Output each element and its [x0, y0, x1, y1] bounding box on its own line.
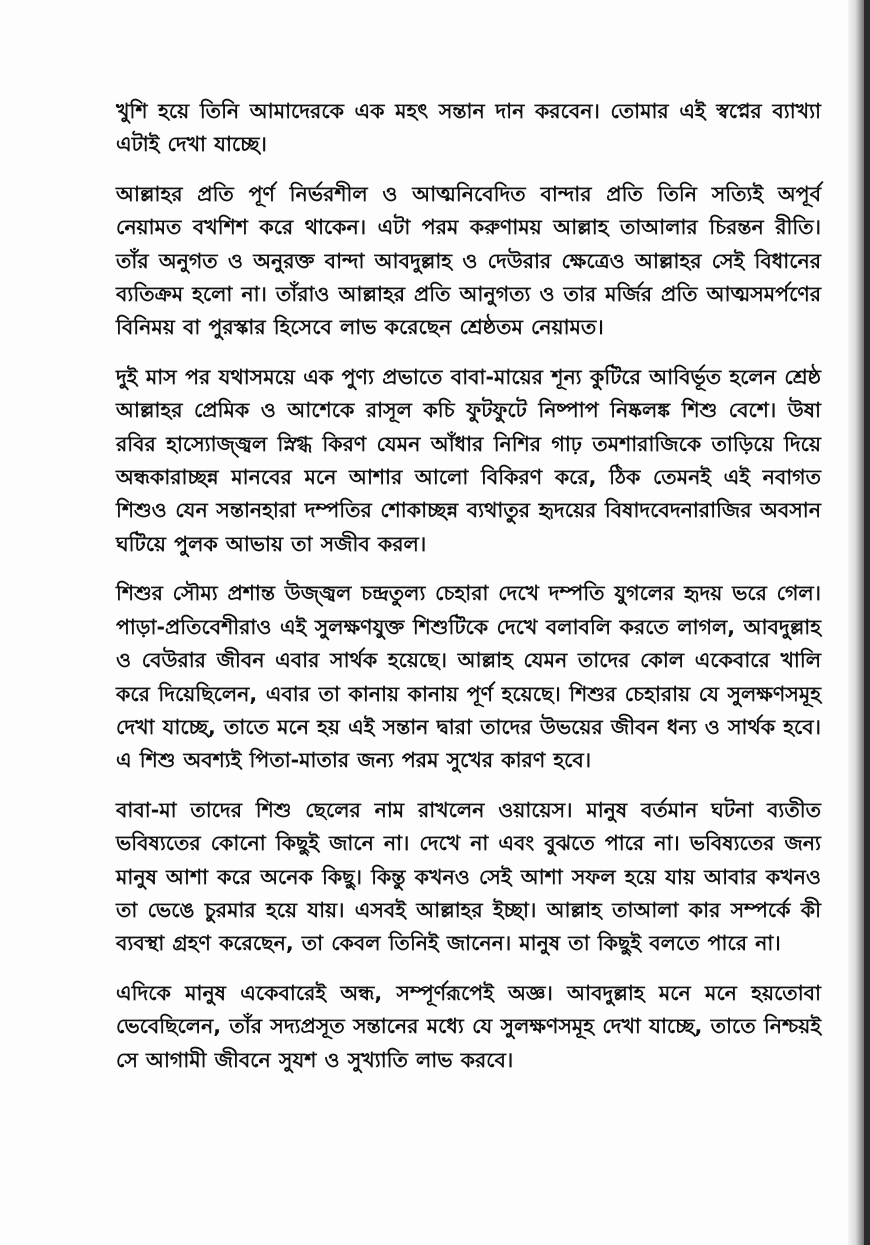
- page-body-text: [116, 95, 821, 1077]
- paragraph-3: দুই মাস পর যথাসময়ে এক পুণ্য প্রভাতে বাবা-মায়ের শূন্য কুটিরে আবির্ভূত হলেন শ্রেষ্ঠ আল্লাহর প্রেমিক ও আশেকে রাসূল কচি ফুটফুটে নিষ্পাপ নিষ্কলঙ্ক শিশু বেশে। উষা রবির হাস্যোজ্জ্বল স্নিগ্ধ কিরণ যেমন আঁধার নিশির গাঢ় তমশারাজিকে তাড়িয়ে দিয়ে অন্ধকারাচ্ছন্ন মানবের মনে আশার আলো বিকিরণ করে, ঠিক তেমনই এই নবাগত শিশুও যেন সন্তানহারা দম্পতির শোকাচ্ছন্ন ব্যথাতুর হৃদয়ের বিষাদবেদনারাজির অবসান ঘটিয়ে পুলক আভায় তা সজীব করল।: [116, 364, 821, 556]
- paragraph-5: বাবা-মা তাদের শিশু ছেলের নাম রাখলেন ওয়ায়েস। মানুষ বর্তমান ঘটনা ব্যতীত ভবিষ্যতের কোনো কিছুই জানে না। দেখে না এবং বুঝতে পারে না। ভবিষ্যতের জন্য মানুষ আশা করে অনেক কিছু। কিন্তু কখনও সেই আশা সফল হয়ে যায় আবার কখনও তা ভেঙে চুরমার হয়ে যায়। এসবই আল্লাহর ইচ্ছা। আল্লাহ তাআলা কার সম্পর্কে কী ব্যবস্থা গ্রহণ করেছেন, তা কেবল তিনিই জানেন। মানুষ তা কিছুই বলতে পারে না।: [116, 797, 821, 956]
- paragraph-4: শিশুর সৌম্য প্রশান্ত উজ্জ্বল চন্দ্রতুল্য চেহারা দেখে দম্পতি যুগলের হৃদয় ভরে গেল। পাড়া-প্রতিবেশীরাও এই সুলক্ষণযুক্ত শিশুটিকে দেখে বলাবলি করতে লাগল, আবদুল্লাহ ও বেউরার জীবন এবার সার্থক হয়েছে। আল্লাহ যেমন তাদের কোল একেবারে খালি করে দিয়েছিলেন, এবার তা কানায় কানায় পূর্ণ হয়েছে। শিশুর চেহারায় যে সুলক্ষণসমূহ দেখা যাচ্ছে, তাতে মনে হয় এই সন্তান দ্বারা তাদের উভয়ের জীবন ধন্য ও সার্থক হবে। এ শিশু অবশ্যই পিতা-মাতার জন্য পরম সুখের কারণ হবে।: [116, 581, 821, 773]
- paragraph-2: আল্লাহর প্রতি পূর্ণ নির্ভরশীল ও আত্মনিবেদিত বান্দার প্রতি তিনি সত্যিই অপূর্ব নেয়ামত বখশিশ করে থাকেন। এটা পরম করুণাময় আল্লাহ তাআলার চিরন্তন রীতি। তাঁর অনুগত ও অনুরক্ত বান্দা আবদুল্লাহ ও দেউরার ক্ষেত্রেও আল্লাহর সেই বিধানের ব্যতিক্রম হলো না। তাঁরাও আল্লাহর প্রতি আনুগত্য ও তার মর্জির প্রতি আত্মসমর্পণের বিনিময় বা পুরস্কার হিসেবে লাভ করেছেন শ্রেষ্ঠতম নেয়ামত।: [116, 181, 821, 340]
- page-edge-dark-strip: [864, 0, 870, 1245]
- paragraph-6: এদিকে মানুষ একেবারেই অন্ধ, সম্পূর্ণরূপেই অজ্ঞ। আবদুল্লাহ মনে মনে হয়তোবা ভেবেছিলেন, তাঁর সদ্যপ্রসূত সন্তানের মধ্যে যে সুলক্ষণসমূহ দেখা যাচ্ছে, তাতে নিশ্চয়ই সে আগামী জীবনে সুযশ ও সুখ্যাতি লাভ করবে।: [116, 980, 821, 1072]
- paragraph-1: খুশি হয়ে তিনি আমাদেরকে এক মহৎ সন্তান দান করবেন। তোমার এই স্বপ্নের ব্যাখ্যা এটাই দেখা যাচ্ছে।: [116, 99, 821, 157]
